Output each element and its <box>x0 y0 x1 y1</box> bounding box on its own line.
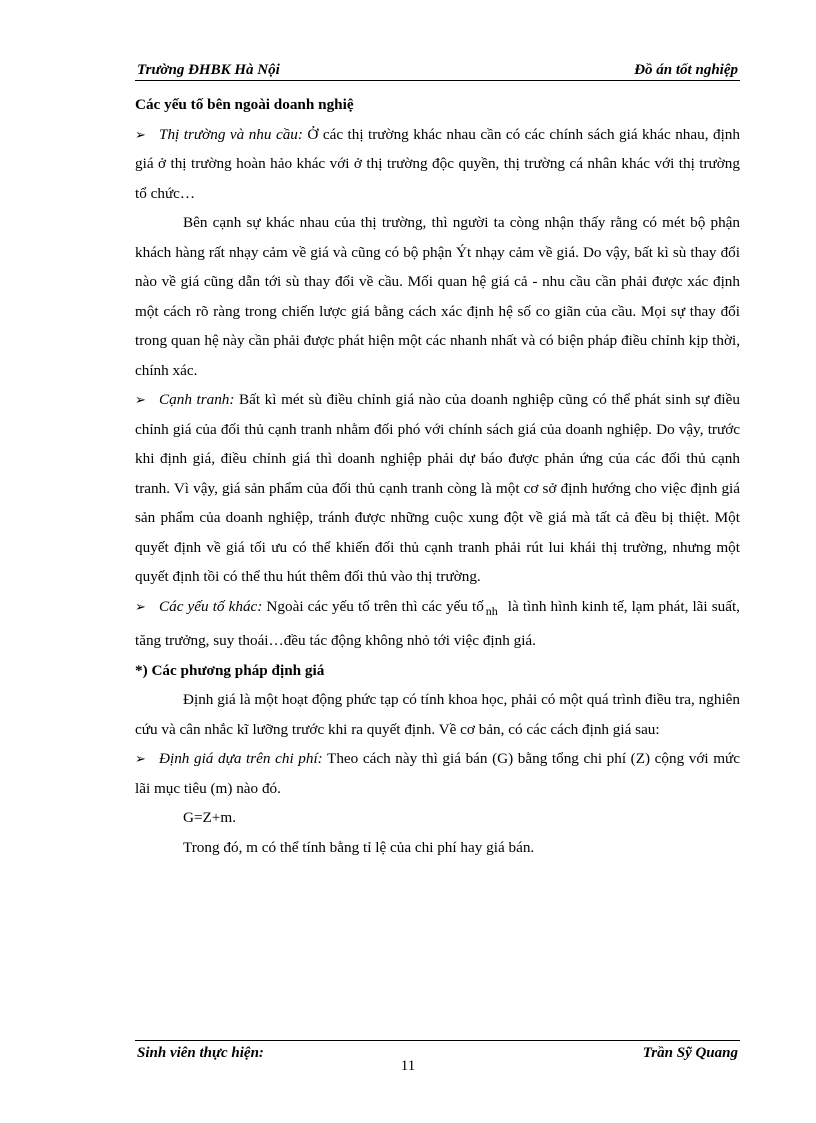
bullet-term: Các yếu tố khác: <box>159 597 263 615</box>
footer-student-name: Trần Sỹ Quang <box>642 1045 738 1061</box>
paragraph-formula-note: Trong đó, m có thể tính bằng tỉ lệ của chi phí hay giá bán. <box>183 838 535 856</box>
bullet-term: Thị trường và nhu cầu: <box>159 125 303 143</box>
header-doc-type: Đồ án tốt nghiệp <box>634 62 738 78</box>
page-header <box>135 60 740 81</box>
bullet-other-factors <box>135 592 740 656</box>
bullet-text: Ở các thị trường khác nhau cần có các chính sách giá khác nhau, định giá ở thị trường hoàn hảo khác với ở thị trường độc quyền, thị trường cá nhân khác với thị trường tổ chức… <box>135 125 740 202</box>
page-number: 11 <box>400 1058 416 1074</box>
bullet-text-continued: là tình hình kinh tế, lạm phát, lãi suất, tăng trưởng, suy thoái…đều tác động không nhỏ tới việc định giá. <box>135 597 740 649</box>
section-heading-external-factors: Các yếu tố bên ngoài doanh nghiệ <box>135 96 354 113</box>
footer-student-label: Sinh viên thực hiện: <box>137 1045 264 1061</box>
header-school: Trường ĐHBK Hà Nội <box>137 62 280 78</box>
paragraph-market-sensitivity: Bên cạnh sự khác nhau của thị trường, thì người ta còng nhận thấy rằng có mét bộ phận khách hàng rất nhạy cảm về giá và cũng có bộ phận Ýt nhạy cảm về giá. Do vậy, bất kì sù thay đổi nào về giá cũng dẫn tới sù thay đổi về cầu. Mối quan hệ giá cả - nhu cầu cần phải được xác định một cách rõ ràng trong chiến lược giá bằng cách xác định hệ số co giãn của cầu. Mọi sự thay đổi trong quan hệ này cần phải được phát hiện một các nhanh nhất và có biện pháp điều chỉnh kịp thời, chính xác. <box>135 214 740 379</box>
bullet-term: Cạnh tranh: <box>159 391 235 408</box>
arrow-bullet-icon: ➢ <box>135 751 146 766</box>
paragraph-pricing-intro: Định giá là một hoạt động phức tạp có tính khoa học, phải có một quá trình điều tra, nghiên cứu và cân nhắc kĩ lưỡng trước khi ra quyết định. Về cơ bản, có các cách định giá sau: <box>135 691 740 738</box>
bullet-competition <box>135 385 740 592</box>
arrow-bullet-icon: ➢ <box>135 392 146 407</box>
section-heading-pricing-methods: *) Các phương pháp định giá <box>135 661 325 679</box>
bullet-term: Định giá dựa trên chi phí: <box>159 750 323 767</box>
formula-price: G=Z+m. <box>183 809 236 826</box>
bullet-market-demand <box>135 120 740 209</box>
arrow-bullet-icon: ➢ <box>135 126 146 142</box>
bullet-text: Theo cách này thì giá bán (G) bằng tổng chi phí (Z) cộng với mức lãi mục tiêu (m) nào đó. <box>135 750 740 797</box>
bullet-text: Ngoài các yếu tố trên thì các yếu tố <box>262 597 484 615</box>
subscript-text: nh <box>485 603 498 618</box>
arrow-bullet-icon: ➢ <box>135 598 146 614</box>
bullet-cost-based-pricing <box>135 744 740 803</box>
page-content <box>135 90 740 862</box>
bullet-text: Bất kì mét sù điều chỉnh giá nào của doanh nghiệp cũng có thể phát sinh sự điều chỉnh giá của đối thủ cạnh tranh nhằm đối phó với chính sách giá của doanh nghiệp. Do vậy, trước khi định giá, điều chỉnh giá thì doanh nghiệp phải dự báo được phản ứng của các đối thủ cạnh tranh. Vì vậy, giá sản phẩm của đối thủ cạnh tranh còng là một cơ sở định hướng cho việc định giá sản phẩm của doanh nghiệp, tránh được những cuộc xung đột về giá mà tất cả đều bị thiệt. Một quyết định về giá tối ưu có thể khiến đối thủ cạnh tranh phải rút lui khái thị trường, nhưng một quyết định tồi có thể thu hút thêm đối thủ vào thị trường. <box>135 391 740 585</box>
